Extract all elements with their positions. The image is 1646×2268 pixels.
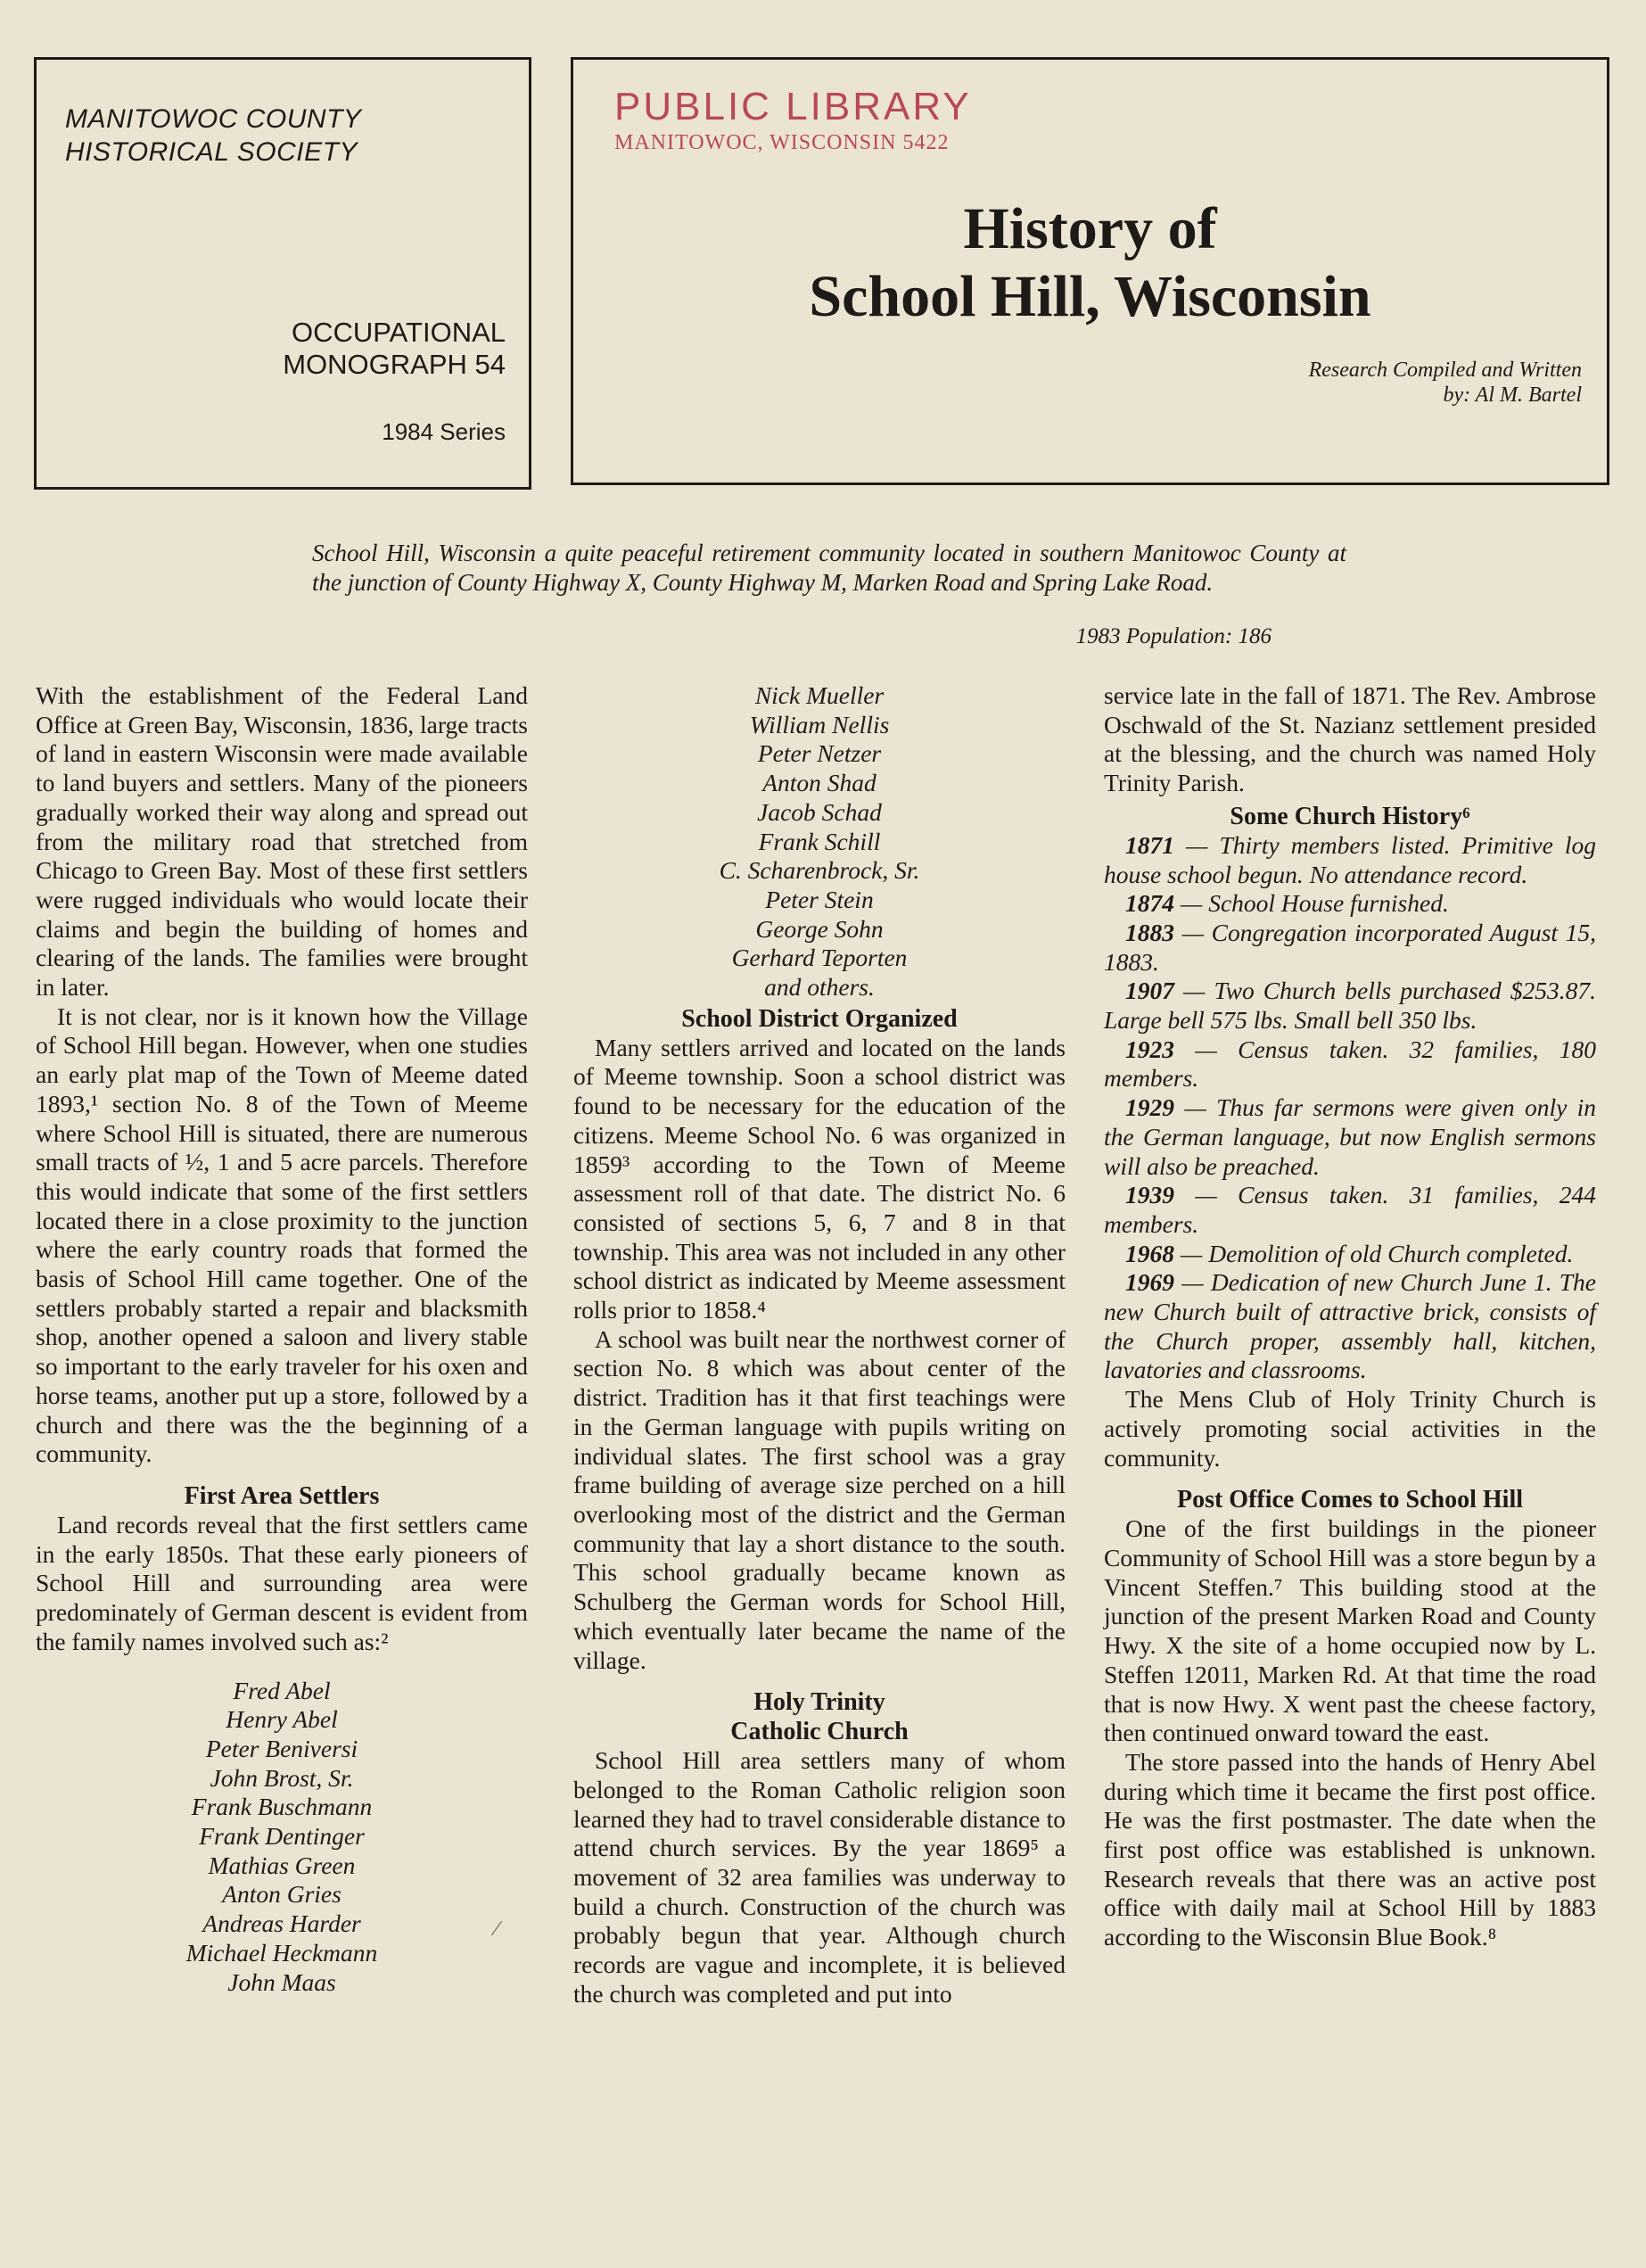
church-history-list [1104,831,1596,1385]
list-item: John Brost, Sr. [210,1763,354,1792]
list-item: Peter Netzer [757,739,882,768]
list-item: John Maas [227,1967,336,1996]
paragraph: A school was built near the northwest corner of section No. 8 which was about center of the district. Tradition has it that first teachings were in the German language with pupils writing on individual slates. The first school was a gray frame building of average size perched on a hill overlooking most of the district and the German community that lay a short distance to the south. This school gradually became known as Schulberg the German words for School Hill, which eventually later became the name of the village. [573,1324,1066,1674]
list-item: 1939 — Census taken. 31 families, 244 members. [1104,1181,1596,1238]
column-2 [573,681,1066,2009]
list-item: Gerhard Teporten [731,944,908,972]
list-item: 1929 — Thus far sermons were given only in the German language, but now English sermons will also be preached. [1104,1093,1597,1180]
list-item: Henry Abel [226,1705,338,1734]
list-item: 1874 — School House furnished. [1125,889,1449,918]
list-item: Frank Buschmann [191,1793,373,1821]
settler-name-list-continued [573,681,1066,1002]
author-credit: Research Compiled and Written by: Al M. Bartel [1308,359,1582,407]
list-item: George Sohn [755,914,884,943]
list-item: Mathias Green [208,1851,356,1879]
library-stamp-name: PUBLIC LIBRARY [614,85,972,128]
list-item: 1969 — Dedication of new Church June 1. The new Church built of attractive brick, consists of the Church proper, assembly hall, kitchen, lavatories and classrooms. [1104,1268,1597,1384]
monograph-label: OCCUPATIONAL MONOGRAPH 54 [283,317,506,380]
list-item: Jacob Schad [757,797,882,826]
section-heading: Holy Trinity Catholic Church [730,1688,909,1746]
intro-text: School Hill, Wisconsin a quite peaceful retirement community located in southern Manitowoc County at the junction of County Highway X, County Highway M, Marken Road and Spring Lake Road. [312,540,1346,596]
column-1 [36,681,528,1997]
list-item: Andreas Harder [202,1909,361,1938]
list-item: Nick Mueller [754,681,885,709]
section-heading: Post Office Comes to School Hill [1176,1486,1524,1514]
paragraph: Land records reveal that the first settlers came in the early 1850s. That these early pioneers of School Hill and surrounding area were predominately of German descent is evident from the family names involved such as:² [36,1510,528,1655]
list-item: 1923 — Census taken. 32 families, 180 members. [1104,1035,1596,1093]
list-item: Fred Abel [233,1676,331,1704]
list-item: William Nellis [749,710,890,738]
document-title: History of School Hill, Wisconsin [809,196,1371,329]
society-box [34,57,531,490]
list-item: and others. [764,973,875,1002]
title-box [571,57,1609,485]
paragraph: One of the first buildings in the pioneer Community of School Hill was a store begun by a Vincent Steffen.⁷ This building stood at the junction of the present Marken Road and County Hwy. X the site of a home occupied now by L. Steffen 12011, Marken Rd. At that time the road that is now Hwy. X went past the cheese factory, then continued onward toward the east. [1104,1514,1596,1747]
section-heading: First Area Settlers [184,1481,380,1510]
list-item: Michael Heckmann [185,1938,378,1967]
paragraph: Many settlers arrived and located on the lands of Meeme township. Soon a school district was found to be necessary for the education of the citizens. Meeme School No. 6 was organized in 1859³ according to the Town of Meeme assessment roll of that date. The district No. 6 consisted of sections 5, 6, 7 and 8 in that township. This area was not included in any other school district as indicated by Meeme assessment rolls prior to 1858.⁴ [573,1033,1066,1324]
list-item: Frank Schill [758,827,881,855]
list-item: 1883 — Congregation incorporated August 15, 1883. [1104,918,1597,976]
list-item: Anton Shad [762,769,876,797]
list-item: Peter Beniversi [205,1734,358,1762]
paragraph: It is not clear, nor is it known how the Village of School Hill began. However, when one studies an early plat map of the Town of Meeme dated 1893,¹ section No. 8 of the Town of Meeme where School Hill is situated, there are numerous small tracts of ½, 1 and 5 acre parcels. Therefore this would indicate that some of the first settlers located there in a close proximity to the junction where the early country roads that formed the basis of School Hill came together. One of the settlers probably started a repair and blacksmith shop, another opened a saloon and livery stable so important to the early traveler for his oxen and horse teams, another put up a store, followed by a church and there was the the beginning of a community. [36,1002,528,1468]
list-item: 1907 — Two Church bells purchased $253.87. Large bell 575 lbs. Small bell 350 lbs. [1104,977,1597,1035]
list-item: 1968 — Demolition of old Church completed. [1125,1239,1574,1267]
section-heading: School District Organized [681,1004,958,1033]
library-stamp-location: MANITOWOC, WISCONSIN 5422 [614,131,950,154]
paragraph: service late in the fall of 1871. The Rev. Ambrose Oschwald of the St. Nazianz settlement presided at the blessing, and the church was named Holy Trinity Parish. [1104,681,1596,797]
section-heading: Some Church History⁶ [1230,802,1470,830]
paragraph: The Mens Club of Holy Trinity Church is actively promoting social activities in the community. [1104,1385,1596,1472]
list-item: Frank Dentinger [199,1822,365,1851]
series-label: 1984 Series [382,418,506,445]
list-item: 1871 — Thirty members listed. Primitive log house school begun. No attendance record. [1104,830,1596,888]
population-note: 1983 Population: 186 [1075,624,1272,648]
paragraph: With the establishment of the Federal Land Office at Green Bay, Wisconsin, 1836, large tracts of land in eastern Wisconsin were made available to land buyers and settlers. Many of the pioneers gradually worked their way along and spread out from the military road that stretched from Chicago to Green Bay. Most of these first settlers were rugged individuals who would locate their claims and begin the building of homes and clearing of the lands. The families were brought in later. [36,681,528,1002]
stray-pencil-mark: ⁄ [495,1917,499,1941]
list-item: Peter Stein [765,885,874,913]
paragraph: The store passed into the hands of Henry Abel during which time it became the first post office. He was the first postmaster. The date when the first post office was established is unknown. Research reveals that there was an active post office with daily mail at School Hill by 1883 according to the Wisconsin Blue Book.⁸ [1104,1747,1596,1951]
society-name: MANITOWOC COUNTY HISTORICAL SOCIETY [65,104,362,167]
list-item: C. Scharenbrock, Sr. [719,856,920,885]
column-3 [1104,681,1596,1952]
paragraph: School Hill area settlers many of whom belonged to the Roman Catholic religion soon learned they had to travel considerable distance to attend church services. By the year 1869⁵ a movement of 32 area families was underway to build a church. Construction of the church was probably begun that year. Although church records are vague and incomplete, it is believed the church was completed and put into [573,1746,1066,2008]
settler-name-list [36,1677,528,1998]
list-item: Anton Gries [222,1880,342,1909]
